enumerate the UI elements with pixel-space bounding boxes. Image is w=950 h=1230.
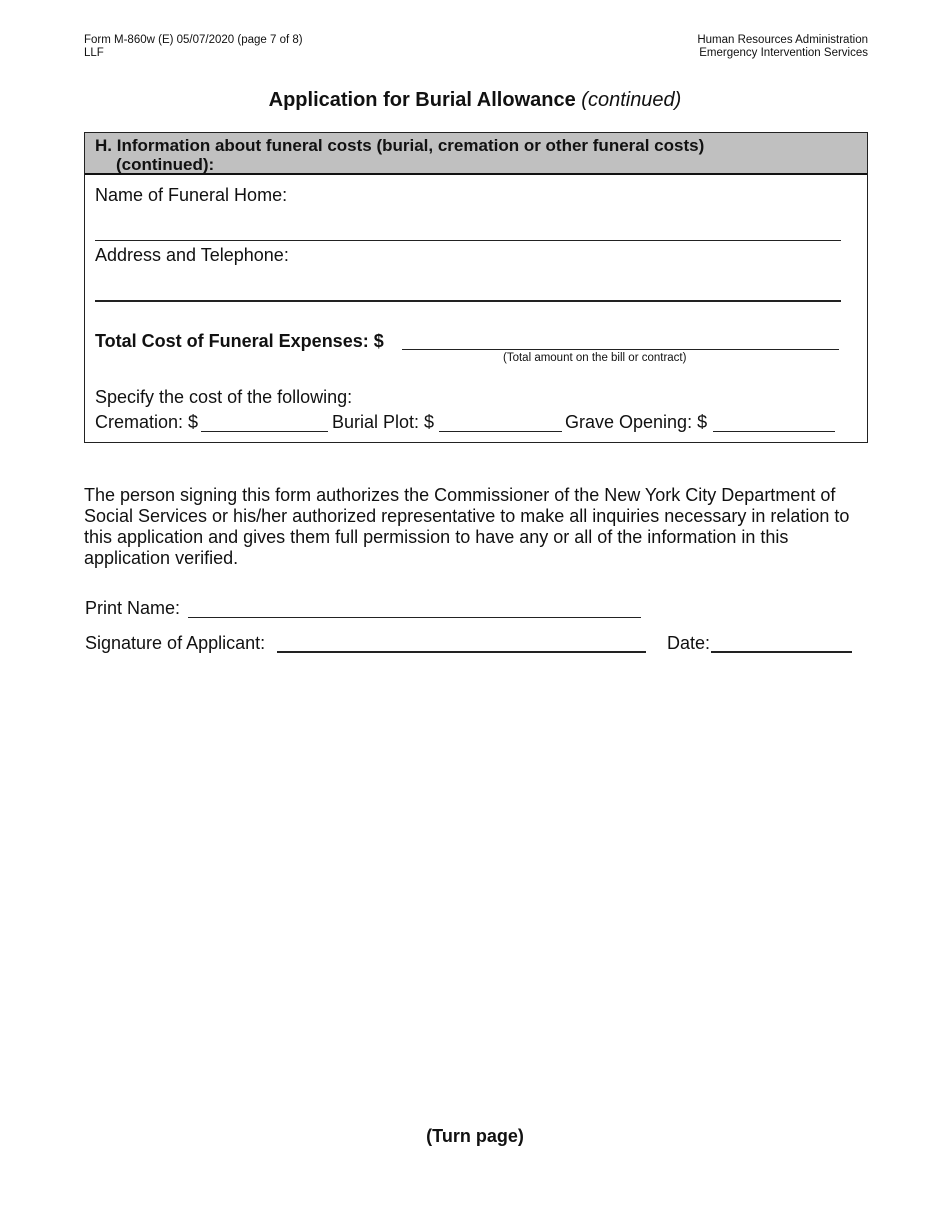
total-cost-label: Total Cost of Funeral Expenses: $ (95, 331, 384, 351)
signature-field[interactable] (277, 651, 646, 653)
grave-opening-label: Grave Opening: $ (565, 412, 708, 432)
section-heading-line1: H. Information about funeral costs (burial, cremation or other funeral costs) (95, 136, 705, 155)
authorization-paragraph: The person signing this form authorizes the Commissioner of the New York City Department of Social Services or his/her authorized representative to make all inquiries necessary in relation to this application and gives them full permission to have any or all of the information in this application verified. (84, 485, 850, 568)
page-title (0, 89, 950, 112)
date-field[interactable] (711, 651, 852, 653)
cremation-field[interactable] (201, 431, 328, 432)
cremation-label: Cremation: $ (95, 412, 199, 432)
burial-plot-field[interactable] (439, 431, 562, 432)
signature-label: Signature of Applicant: (85, 633, 266, 653)
title-main: Application for Burial Allowance (268, 89, 576, 111)
form-id: Form M-860w (E) 05/07/2020 (page 7 of 8) (84, 34, 303, 46)
division-name: Emergency Intervention Services (699, 46, 868, 59)
address-field[interactable] (95, 300, 841, 302)
funeral-home-label: Name of Funeral Home: (95, 185, 288, 205)
agency-name: Human Resources Administration (697, 34, 868, 46)
section-h-funeral-costs (84, 132, 868, 443)
burial-plot-label: Burial Plot: $ (332, 412, 435, 432)
section-heading (85, 133, 867, 175)
title-suffix: (continued) (581, 89, 682, 111)
total-cost-field[interactable] (402, 349, 839, 350)
address-label: Address and Telephone: (95, 245, 289, 265)
grave-opening-field[interactable] (713, 431, 835, 432)
form-code: LLF (84, 46, 104, 59)
date-label: Date: (667, 633, 711, 653)
print-name-label: Print Name: (85, 598, 181, 618)
total-cost-note: (Total amount on the bill or contract) (503, 352, 687, 364)
turn-page-note: (Turn page) (426, 1126, 524, 1146)
specify-label: Specify the cost of the following: (95, 387, 353, 407)
form-header-left (84, 34, 303, 59)
funeral-home-field[interactable] (95, 240, 841, 241)
print-name-field[interactable] (188, 617, 641, 618)
form-header-right (697, 34, 868, 59)
section-heading-line2: (continued): (116, 155, 215, 174)
